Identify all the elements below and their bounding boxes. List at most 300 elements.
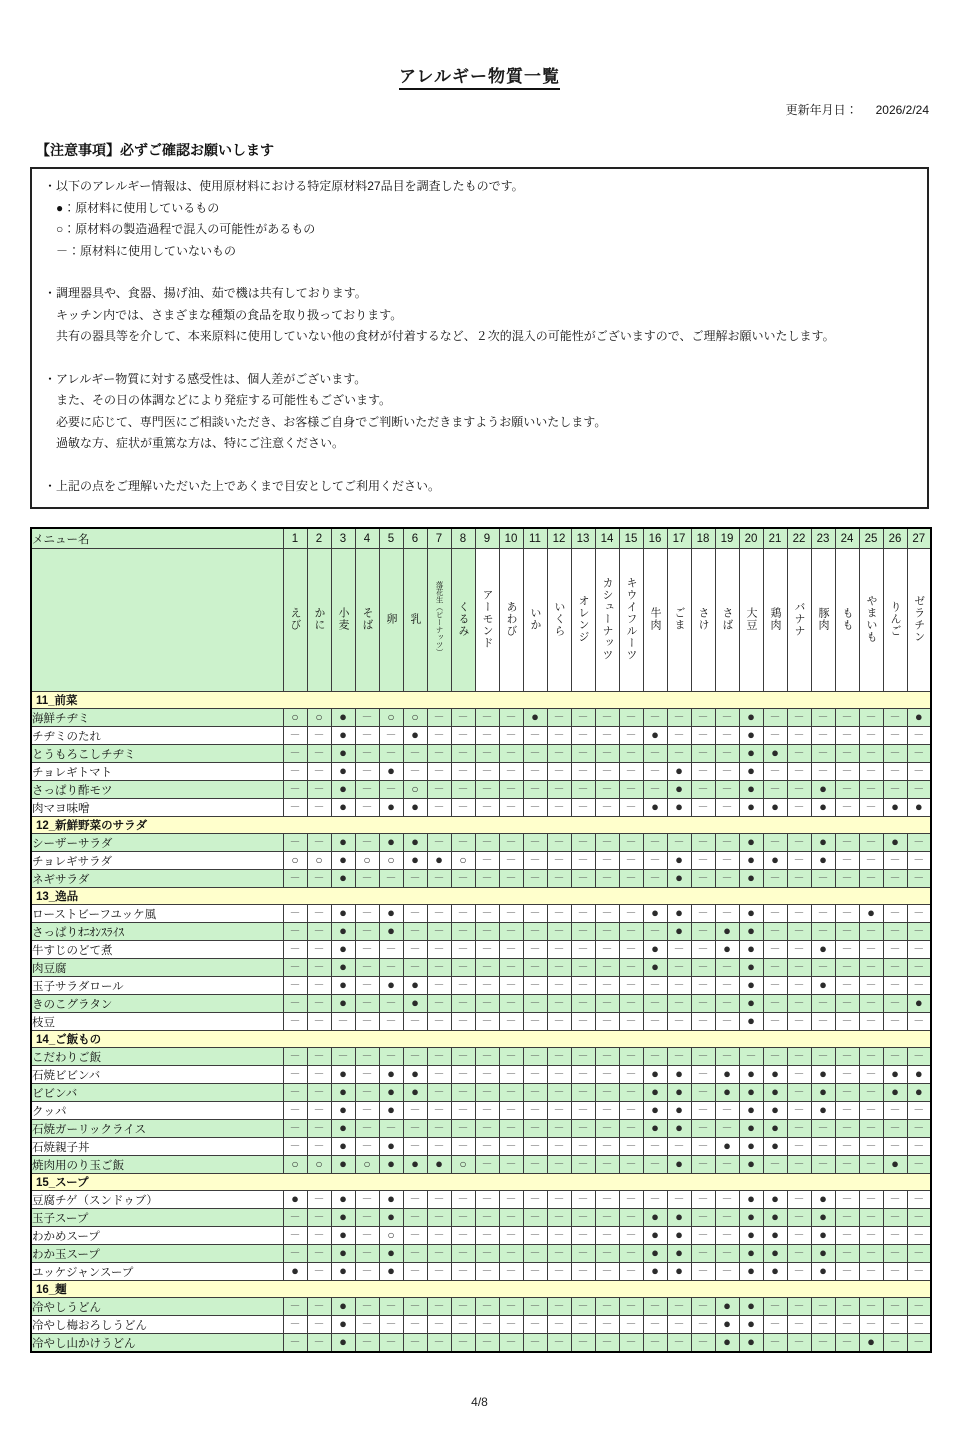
mark-not-used: －: [505, 1139, 517, 1152]
allergen-mark-cell: [595, 852, 619, 870]
mark-not-used: －: [289, 1228, 301, 1241]
mark-not-used: －: [529, 1049, 541, 1062]
allergen-mark-cell: [403, 799, 427, 817]
allergen-mark-cell: [403, 852, 427, 870]
allergen-mark-cell: [739, 1298, 763, 1316]
mark-used: ●: [339, 727, 347, 743]
allergen-name: [523, 549, 547, 692]
mark-not-used: －: [673, 1192, 685, 1205]
allergen-name: [427, 549, 451, 692]
mark-used: ●: [387, 1084, 395, 1100]
mark-used: ●: [819, 1102, 827, 1118]
allergen-mark-cell: [667, 1048, 691, 1066]
allergen-mark-cell: [619, 1191, 643, 1209]
mark-not-used: －: [913, 978, 925, 991]
allergen-name-text: 卵: [385, 612, 398, 625]
allergen-mark-cell: [859, 923, 883, 941]
allergen-mark-cell: [667, 995, 691, 1013]
mark-not-used: －: [841, 924, 853, 937]
mark-not-used: －: [865, 746, 877, 759]
mark-used: ●: [411, 995, 419, 1011]
mark-not-used: －: [361, 1264, 373, 1277]
allergen-mark-cell: [763, 1120, 787, 1138]
mark-not-used: －: [769, 942, 781, 955]
allergen-mark-cell: [547, 1298, 571, 1316]
allergen-mark-cell: [811, 1156, 835, 1174]
mark-not-used: －: [913, 1121, 925, 1134]
mark-used: ●: [819, 781, 827, 797]
mark-not-used: －: [529, 924, 541, 937]
allergen-mark-cell: [451, 1263, 475, 1281]
mark-not-used: －: [457, 782, 469, 795]
mark-not-used: －: [385, 728, 397, 741]
allergen-mark-cell: [379, 1298, 403, 1316]
allergen-mark-cell: [523, 941, 547, 959]
allergen-mark-cell: [691, 870, 715, 888]
allergen-mark-cell: [859, 1263, 883, 1281]
mark-not-used: －: [649, 978, 661, 991]
allergen-mark-cell: [739, 834, 763, 852]
allergen-mark-cell: [283, 1334, 307, 1353]
mark-not-used: －: [433, 746, 445, 759]
allergen-mark-cell: [331, 727, 355, 745]
mark-not-used: －: [721, 871, 733, 884]
mark-not-used: －: [361, 710, 373, 723]
mark-not-used: －: [913, 1228, 925, 1241]
allergen-mark-cell: [691, 763, 715, 781]
allergen-mark-cell: [667, 799, 691, 817]
allergen-number: 2: [307, 528, 331, 549]
allergen-name: [619, 549, 643, 692]
allergen-mark-cell: [763, 852, 787, 870]
mark-not-used: －: [817, 746, 829, 759]
allergen-mark-cell: [715, 870, 739, 888]
mark-not-used: －: [649, 1157, 661, 1170]
mark-not-used: －: [625, 996, 637, 1009]
allergen-mark-cell: [283, 1048, 307, 1066]
allergen-mark-cell: [547, 1102, 571, 1120]
mark-not-used: －: [817, 996, 829, 1009]
allergen-name-text: オレンジ: [577, 594, 590, 643]
allergen-mark-cell: [835, 799, 859, 817]
allergen-mark-cell: [547, 959, 571, 977]
mark-not-used: －: [313, 1192, 325, 1205]
allergen-mark-cell: [787, 959, 811, 977]
allergen-mark-cell: [859, 727, 883, 745]
allergen-mark-cell: [427, 1156, 451, 1174]
mark-used: ●: [435, 1156, 443, 1172]
allergen-mark-cell: [475, 941, 499, 959]
allergen-mark-cell: [739, 1245, 763, 1263]
mark-not-used: －: [793, 764, 805, 777]
mark-not-used: －: [457, 764, 469, 777]
mark-may-contain: ○: [387, 709, 395, 724]
mark-used: ●: [387, 905, 395, 921]
allergen-mark-cell: [379, 1227, 403, 1245]
allergen-mark-cell: [883, 1084, 907, 1102]
allergen-mark-cell: [715, 977, 739, 995]
mark-not-used: －: [601, 1121, 613, 1134]
allergen-mark-cell: [715, 745, 739, 763]
mark-used: ●: [771, 1138, 779, 1154]
allergen-mark-cell: [811, 1245, 835, 1263]
section-label: 12_新鮮野菜のサラダ: [31, 817, 931, 834]
mark-not-used: －: [793, 924, 805, 937]
allergen-mark-cell: [355, 1316, 379, 1334]
allergen-mark-cell: [595, 781, 619, 799]
allergen-mark-cell: [763, 1227, 787, 1245]
mark-not-used: －: [841, 764, 853, 777]
allergen-mark-cell: [643, 941, 667, 959]
mark-not-used: －: [793, 710, 805, 723]
mark-may-contain: ○: [459, 852, 467, 867]
allergen-mark-cell: [547, 923, 571, 941]
allergen-mark-cell: [787, 977, 811, 995]
allergen-mark-cell: [787, 1316, 811, 1334]
allergen-mark-cell: [427, 1102, 451, 1120]
allergen-mark-cell: [403, 1263, 427, 1281]
allergen-mark-cell: [379, 977, 403, 995]
allergen-mark-cell: [523, 1120, 547, 1138]
allergen-mark-cell: [763, 1066, 787, 1084]
allergen-mark-cell: [691, 959, 715, 977]
mark-not-used: －: [505, 800, 517, 813]
mark-not-used: －: [457, 871, 469, 884]
allergen-mark-cell: [523, 834, 547, 852]
mark-not-used: －: [505, 1210, 517, 1223]
allergen-name: [739, 549, 763, 692]
mark-not-used: －: [793, 960, 805, 973]
mark-used: ●: [339, 1298, 347, 1314]
mark-used: ●: [411, 1156, 419, 1172]
notice-line: キッチン内では、さまざまな種類の食品を取り扱っております。: [44, 307, 403, 322]
mark-used: ●: [339, 995, 347, 1011]
allergen-mark-cell: [835, 1102, 859, 1120]
allergen-mark-cell: [643, 1263, 667, 1281]
mark-not-used: －: [289, 996, 301, 1009]
allergen-mark-cell: [403, 1191, 427, 1209]
allergen-mark-cell: [427, 1209, 451, 1227]
mark-not-used: －: [433, 1335, 445, 1348]
allergen-mark-cell: [739, 923, 763, 941]
page-title-text: アレルギー物質一覧: [399, 67, 560, 90]
mark-not-used: －: [289, 942, 301, 955]
mark-not-used: －: [601, 978, 613, 991]
allergen-mark-cell: [355, 727, 379, 745]
allergen-mark-cell: [475, 709, 499, 727]
mark-used: ●: [291, 1263, 299, 1279]
mark-used: ●: [387, 1263, 395, 1279]
mark-used: ●: [675, 1263, 683, 1279]
menu-item-row: [31, 1066, 931, 1084]
allergen-mark-cell: [643, 1245, 667, 1263]
allergen-mark-cell: [787, 1084, 811, 1102]
allergen-mark-cell: [835, 1120, 859, 1138]
allergen-mark-cell: [523, 1209, 547, 1227]
allergen-mark-cell: [307, 1227, 331, 1245]
mark-used: ●: [651, 727, 659, 743]
mark-not-used: －: [529, 764, 541, 777]
allergen-mark-cell: [691, 727, 715, 745]
allergen-mark-cell: [499, 870, 523, 888]
allergen-mark-cell: [331, 923, 355, 941]
allergen-mark-cell: [643, 977, 667, 995]
allergen-mark-cell: [523, 1316, 547, 1334]
allergen-mark-cell: [883, 1013, 907, 1031]
mark-not-used: －: [457, 996, 469, 1009]
mark-not-used: －: [529, 1246, 541, 1259]
mark-not-used: －: [289, 1121, 301, 1134]
mark-used: ●: [675, 1120, 683, 1136]
allergen-mark-cell: [307, 1298, 331, 1316]
mark-not-used: －: [601, 1192, 613, 1205]
mark-used: ●: [339, 1138, 347, 1154]
mark-not-used: －: [529, 853, 541, 866]
allergen-mark-cell: [523, 1334, 547, 1353]
allergen-mark-cell: [739, 852, 763, 870]
mark-not-used: －: [793, 1210, 805, 1223]
allergen-number: 9: [475, 528, 499, 549]
mark-not-used: －: [505, 1121, 517, 1134]
allergen-mark-cell: [907, 941, 931, 959]
mark-used: ●: [339, 1120, 347, 1136]
mark-not-used: －: [673, 835, 685, 848]
allergen-number: 11: [523, 528, 547, 549]
mark-not-used: －: [697, 1139, 709, 1152]
allergen-mark-cell: [379, 852, 403, 870]
allergen-mark-cell: [595, 1263, 619, 1281]
allergen-mark-cell: [355, 1209, 379, 1227]
allergen-mark-cell: [691, 1048, 715, 1066]
mark-not-used: －: [481, 924, 493, 937]
mark-used: ●: [771, 1227, 779, 1243]
mark-not-used: －: [505, 1246, 517, 1259]
mark-not-used: －: [865, 710, 877, 723]
notice-line: ・上記の点をご理解いただいた上であくまで目安としてご利用ください。: [44, 478, 441, 493]
mark-not-used: －: [529, 871, 541, 884]
mark-not-used: －: [553, 996, 565, 1009]
mark-not-used: －: [505, 1228, 517, 1241]
allergen-mark-cell: [283, 1156, 307, 1174]
allergen-mark-cell: [499, 1013, 523, 1031]
allergen-mark-cell: [547, 1084, 571, 1102]
allergen-mark-cell: [811, 923, 835, 941]
mark-not-used: －: [433, 764, 445, 777]
allergen-mark-cell: [547, 763, 571, 781]
allergen-mark-cell: [859, 709, 883, 727]
allergen-mark-cell: [379, 1013, 403, 1031]
allergen-mark-cell: [499, 1316, 523, 1334]
mark-used: ●: [771, 1263, 779, 1279]
allergen-mark-cell: [523, 1245, 547, 1263]
mark-not-used: －: [433, 1049, 445, 1062]
allergen-mark-cell: [763, 870, 787, 888]
mark-not-used: －: [361, 1049, 373, 1062]
allergen-mark-cell: [667, 1263, 691, 1281]
allergen-name-text: りんご: [889, 600, 902, 637]
mark-not-used: －: [625, 942, 637, 955]
mark-not-used: －: [313, 1246, 325, 1259]
mark-not-used: －: [673, 978, 685, 991]
allergen-name-text: さば: [721, 606, 734, 631]
allergen-mark-cell: [331, 1227, 355, 1245]
mark-not-used: －: [865, 960, 877, 973]
notice-line: ・調理器具や、食器、揚げ油、茹で機は共有しております。: [44, 286, 367, 300]
mark-not-used: －: [793, 1067, 805, 1080]
mark-used: ●: [675, 781, 683, 797]
mark-not-used: －: [313, 1067, 325, 1080]
mark-not-used: －: [865, 835, 877, 848]
allergen-mark-cell: [475, 1334, 499, 1353]
mark-not-used: －: [457, 960, 469, 973]
allergen-mark-cell: [835, 923, 859, 941]
allergen-mark-cell: [379, 709, 403, 727]
allergen-mark-cell: [667, 1066, 691, 1084]
mark-not-used: －: [913, 1317, 925, 1330]
mark-not-used: －: [793, 782, 805, 795]
allergen-mark-cell: [691, 1209, 715, 1227]
allergen-mark-cell: [331, 745, 355, 763]
mark-not-used: －: [553, 853, 565, 866]
allergen-mark-cell: [835, 781, 859, 799]
mark-used: ●: [339, 709, 347, 725]
allergen-mark-cell: [667, 1334, 691, 1353]
mark-not-used: －: [601, 1157, 613, 1170]
allergen-mark-cell: [691, 834, 715, 852]
allergen-mark-cell: [475, 977, 499, 995]
allergen-mark-cell: [307, 959, 331, 977]
mark-not-used: －: [433, 1317, 445, 1330]
mark-not-used: －: [361, 1121, 373, 1134]
allergen-mark-cell: [283, 1209, 307, 1227]
menu-item-row: [31, 1048, 931, 1066]
mark-not-used: －: [889, 1317, 901, 1330]
mark-not-used: －: [865, 1210, 877, 1223]
mark-not-used: －: [529, 1228, 541, 1241]
allergen-name: [331, 549, 355, 692]
mark-not-used: －: [313, 746, 325, 759]
mark-not-used: －: [553, 1049, 565, 1062]
allergen-mark-cell: [691, 781, 715, 799]
allergen-name-text: ごま: [673, 606, 686, 631]
allergen-mark-cell: [667, 923, 691, 941]
mark-not-used: －: [505, 1085, 517, 1098]
allergen-mark-cell: [499, 1102, 523, 1120]
menu-item-name: きのこグラタン: [31, 995, 283, 1013]
mark-not-used: －: [601, 1139, 613, 1152]
allergen-mark-cell: [283, 1120, 307, 1138]
allergen-mark-cell: [331, 941, 355, 959]
allergen-mark-cell: [691, 995, 715, 1013]
notice-heading: 【注意事項】必ずご確認お願いします: [36, 142, 274, 158]
allergen-mark-cell: [883, 941, 907, 959]
section-label: 14_ご飯もの: [31, 1031, 931, 1048]
mark-not-used: －: [841, 1299, 853, 1312]
allergen-mark-cell: [787, 1102, 811, 1120]
allergen-mark-cell: [355, 1013, 379, 1031]
allergen-mark-cell: [619, 923, 643, 941]
allergen-mark-cell: [499, 1263, 523, 1281]
mark-not-used: －: [697, 906, 709, 919]
mark-used: ●: [651, 1120, 659, 1136]
mark-not-used: －: [841, 853, 853, 866]
mark-not-used: －: [889, 710, 901, 723]
mark-not-used: －: [841, 746, 853, 759]
allergen-name: [499, 549, 523, 692]
mark-not-used: －: [289, 978, 301, 991]
mark-not-used: －: [457, 1192, 469, 1205]
mark-not-used: －: [817, 1317, 829, 1330]
mark-used: ●: [291, 1191, 299, 1207]
allergen-mark-cell: [523, 727, 547, 745]
mark-not-used: －: [313, 1210, 325, 1223]
mark-not-used: －: [625, 764, 637, 777]
mark-not-used: －: [889, 1192, 901, 1205]
mark-not-used: －: [649, 1014, 661, 1027]
allergen-number: 19: [715, 528, 739, 549]
allergen-mark-cell: [787, 1191, 811, 1209]
allergen-mark-cell: [331, 1066, 355, 1084]
mark-not-used: －: [625, 924, 637, 937]
allergen-mark-cell: [307, 1048, 331, 1066]
menu-item-row: [31, 1013, 931, 1031]
allergen-mark-cell: [379, 763, 403, 781]
mark-used: ●: [651, 1102, 659, 1118]
mark-not-used: －: [601, 1228, 613, 1241]
allergen-mark-cell: [883, 1156, 907, 1174]
mark-not-used: －: [457, 1299, 469, 1312]
mark-not-used: －: [601, 942, 613, 955]
mark-not-used: －: [409, 1014, 421, 1027]
allergen-mark-cell: [811, 1334, 835, 1353]
allergen-mark-cell: [355, 995, 379, 1013]
allergen-mark-cell: [715, 852, 739, 870]
menu-item-name: ユッケジャンスープ: [31, 1263, 283, 1281]
allergen-mark-cell: [595, 1048, 619, 1066]
allergen-mark-cell: [787, 1263, 811, 1281]
mark-not-used: －: [289, 728, 301, 741]
allergen-mark-cell: [907, 1191, 931, 1209]
mark-not-used: －: [649, 746, 661, 759]
allergen-mark-cell: [451, 959, 475, 977]
allergen-mark-cell: [427, 1138, 451, 1156]
allergen-mark-cell: [739, 763, 763, 781]
allergen-mark-cell: [571, 1316, 595, 1334]
allergen-mark-cell: [355, 1048, 379, 1066]
allergen-mark-cell: [883, 1316, 907, 1334]
mark-not-used: －: [361, 782, 373, 795]
mark-not-used: －: [529, 942, 541, 955]
mark-used: ●: [747, 1120, 755, 1136]
allergen-mark-cell: [739, 1120, 763, 1138]
mark-used: ●: [675, 1227, 683, 1243]
mark-not-used: －: [865, 942, 877, 955]
allergen-mark-cell: [691, 745, 715, 763]
mark-not-used: －: [289, 746, 301, 759]
mark-not-used: －: [649, 1139, 661, 1152]
mark-used: ●: [747, 1084, 755, 1100]
allergen-name-text: くるみ: [457, 600, 470, 637]
allergen-mark-cell: [547, 799, 571, 817]
mark-not-used: －: [481, 1014, 493, 1027]
mark-not-used: －: [457, 835, 469, 848]
allergen-name: [787, 549, 811, 692]
allergen-mark-cell: [307, 709, 331, 727]
menu-item-row: [31, 1102, 931, 1120]
mark-used: ●: [819, 852, 827, 868]
allergen-mark-cell: [883, 799, 907, 817]
allergen-mark-cell: [571, 1245, 595, 1263]
